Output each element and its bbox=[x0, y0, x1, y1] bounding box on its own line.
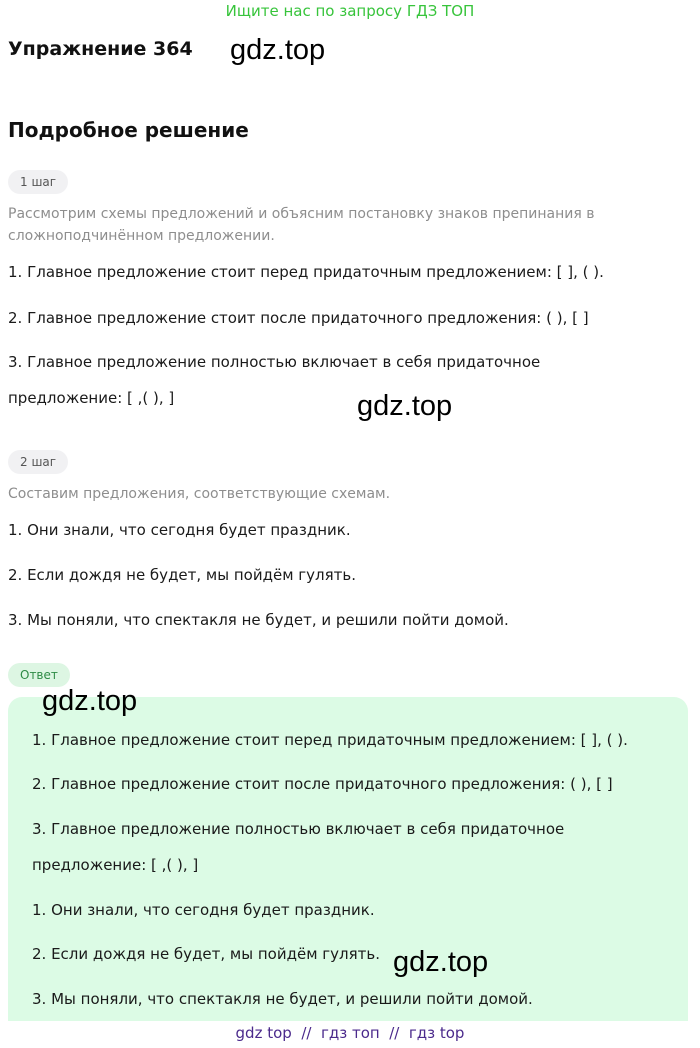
answer-line: 1. Они знали, что сегодня будет праздник. bbox=[32, 901, 375, 919]
step-2-intro: Составим предложения, соответствующие схемам. bbox=[8, 486, 391, 502]
search-banner: Ищите нас по запросу ГДЗ ТОП bbox=[225, 2, 475, 20]
step-1-line: 1. Главное предложение стоит перед придаточным предложением: [ ], ( ). bbox=[8, 263, 604, 281]
answer-line: 3. Главное предложение полностью включает в себя придаточное bbox=[32, 820, 565, 838]
step-1-badge: 1 шаг bbox=[8, 170, 68, 194]
answer-line: 2. Если дождя не будет, мы пойдём гулять. bbox=[32, 945, 380, 963]
step-1-line: предложение: [ ,( ), ] bbox=[8, 389, 175, 407]
watermark: gdz.top bbox=[393, 946, 489, 978]
watermark: gdz.top bbox=[357, 390, 453, 422]
step-2-line: 2. Если дождя не будет, мы пойдём гулять. bbox=[8, 566, 356, 584]
step-1-line: 3. Главное предложение полностью включает в себя придаточное bbox=[8, 353, 541, 371]
step-2-line: 1. Они знали, что сегодня будет праздник. bbox=[8, 521, 351, 539]
step-2-badge: 2 шаг bbox=[8, 450, 68, 474]
section-title: Подробное решение bbox=[8, 118, 249, 142]
answer-line: 1. Главное предложение стоит перед придаточным предложением: [ ], ( ). bbox=[32, 731, 628, 749]
watermark: gdz.top bbox=[42, 685, 138, 717]
exercise-title: Упражнение 364 bbox=[8, 38, 193, 60]
step-2-line: 3. Мы поняли, что спектакля не будет, и решили пойти домой. bbox=[8, 611, 509, 629]
step-1-intro: Рассмотрим схемы предложений и объясним постановку знаков препинания в сложноподчинённом предложении. bbox=[8, 206, 595, 244]
watermark: gdz.top bbox=[230, 34, 326, 66]
answer-line: предложение: [ ,( ), ] bbox=[32, 856, 199, 874]
step-1-line: 2. Главное предложение стоит после придаточного предложения: ( ), [ ] bbox=[8, 309, 589, 327]
answer-line: 3. Мы поняли, что спектакля не будет, и решили пойти домой. bbox=[32, 990, 533, 1008]
answer-badge: Ответ bbox=[8, 663, 70, 687]
footer-links: gdz top // гдз топ // гдз top bbox=[235, 1024, 465, 1042]
answer-line: 2. Главное предложение стоит после придаточного предложения: ( ), [ ] bbox=[32, 775, 613, 793]
